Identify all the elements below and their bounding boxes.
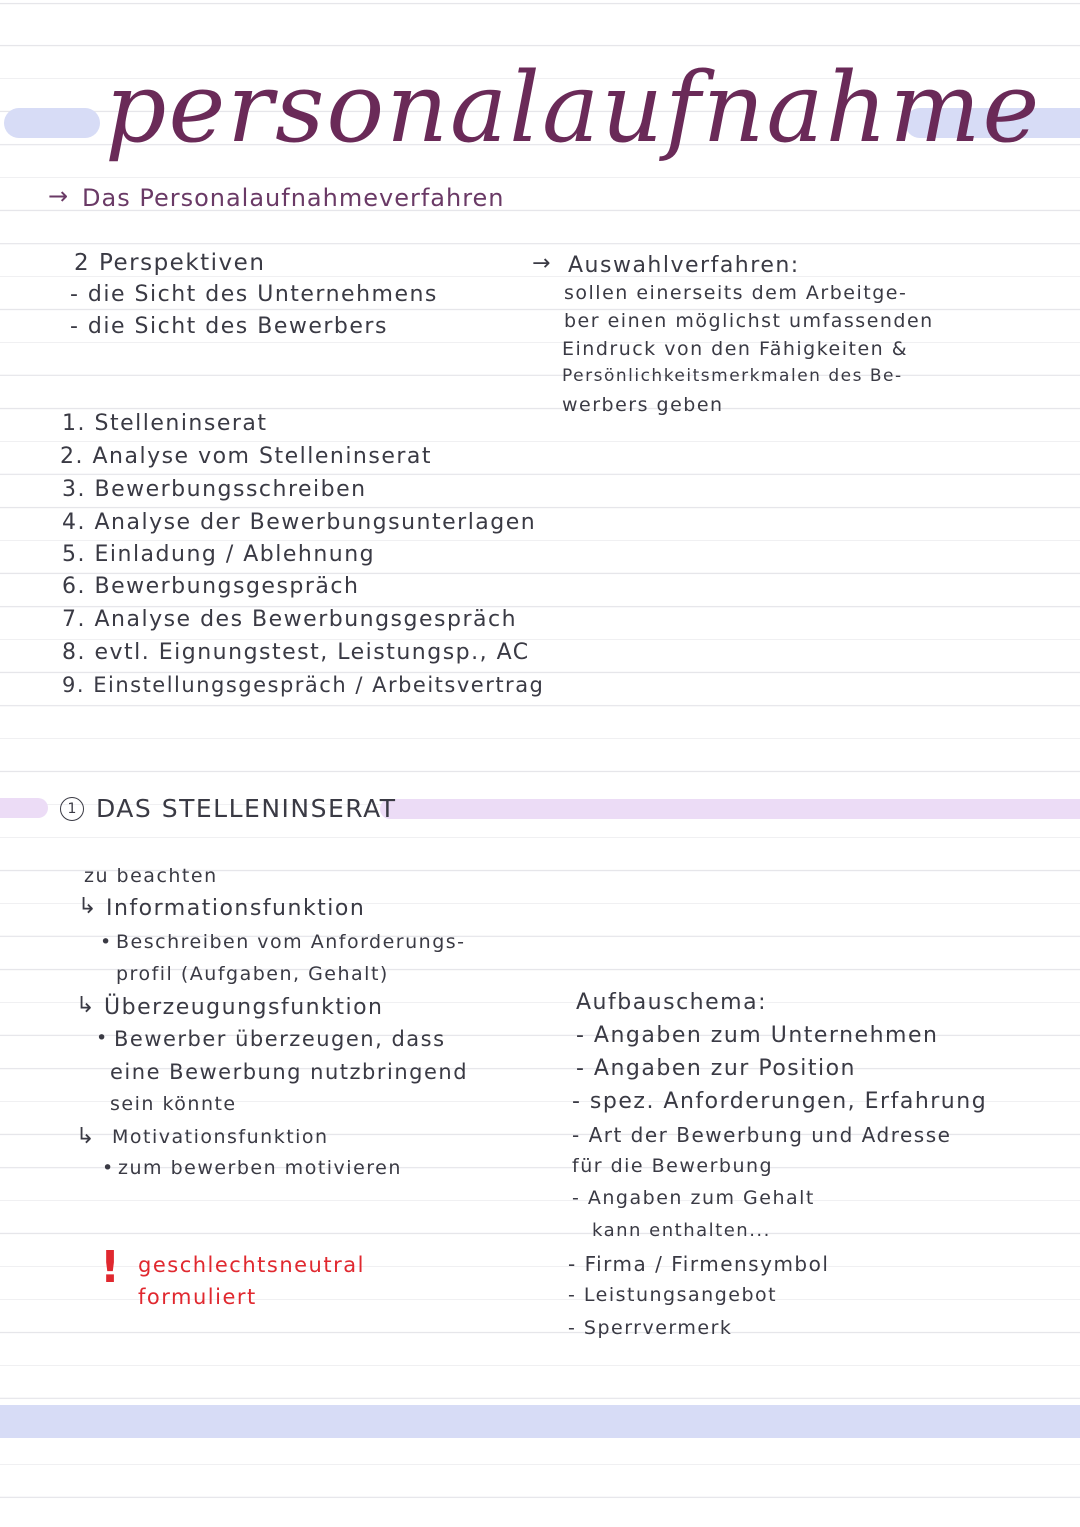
step-item: 5. Einladung / Ablehnung — [62, 542, 376, 567]
step-item: 6. Bewerbungsgespräch — [62, 574, 360, 599]
zu-beachten-heading: zu beachten — [84, 865, 218, 887]
auswahl-line: sollen einerseits dem Arbeitge- — [564, 282, 908, 304]
function-text: Bewerber überzeugen, dass — [114, 1027, 446, 1051]
function-text: zum bewerben motivieren — [118, 1157, 402, 1179]
warning-text: formuliert — [138, 1285, 257, 1309]
auswahl-line: Persönlichkeitsmerkmalen des Be- — [562, 366, 903, 386]
step-item: 2. Analyse vom Stelleninserat — [60, 444, 433, 469]
function-informationsfunktion: Informationsfunktion — [106, 896, 366, 921]
bullet: • — [102, 1157, 115, 1179]
step-item: 4. Analyse der Bewerbungsunterlagen — [62, 510, 537, 535]
hook-arrow: ↳ — [76, 1124, 96, 1149]
aufbau-item: - Angaben zum Gehalt — [572, 1187, 815, 1209]
perspective-item: - die Sicht des Bewerbers — [70, 314, 388, 339]
aufbau-optional-item: - Firma / Firmensymbol — [568, 1252, 830, 1276]
bullet: • — [100, 931, 113, 953]
aufbau-item: - spez. Anforderungen, Erfahrung — [572, 1089, 988, 1114]
function-motivationsfunktion: Motivationsfunktion — [112, 1126, 329, 1148]
perspective-item: - die Sicht des Unternehmens — [70, 282, 438, 307]
subtitle-arrow: → — [48, 182, 70, 210]
title-highlight-left — [4, 108, 100, 138]
warning-mark: ! — [100, 1242, 121, 1293]
section-number-circle: 1 — [60, 797, 84, 821]
aufbau-optional-item: - Leistungsangebot — [568, 1284, 778, 1306]
aufbau-optional-item: - Sperrvermerk — [568, 1317, 733, 1339]
subtitle: Das Personalaufnahmeverfahren — [82, 184, 505, 212]
aufbau-item: - Art der Bewerbung und Adresse — [572, 1123, 952, 1147]
step-item: 1. Stelleninserat — [62, 411, 268, 436]
aufbau-optional-heading: kann enthalten... — [592, 1220, 771, 1241]
warning-text: geschlechtsneutral — [138, 1253, 365, 1277]
auswahl-arrow: → — [532, 251, 552, 276]
hook-arrow: ↳ — [76, 993, 96, 1018]
function-text: profil (Aufgaben, Gehalt) — [116, 963, 389, 985]
function-text: Beschreiben vom Anforderungs- — [116, 931, 466, 953]
aufbau-item: - Angaben zur Position — [576, 1056, 856, 1081]
step-item: 8. evtl. Eignungstest, Leistungsp., AC — [62, 640, 530, 665]
auswahl-line: ber einen möglichst umfassenden — [564, 310, 934, 332]
function-text: sein könnte — [110, 1093, 237, 1115]
function-ueberzeugungsfunktion: Überzeugungsfunktion — [104, 995, 384, 1020]
section-title: DAS STELLENINSERAT — [96, 794, 397, 823]
section-highlight-left — [0, 798, 48, 818]
function-text: eine Bewerbung nutzbringend — [110, 1060, 469, 1084]
section-highlight-right — [380, 799, 1080, 819]
auswahl-line: werbers geben — [562, 394, 724, 416]
auswahl-heading: Auswahlverfahren: — [568, 253, 800, 278]
bottom-highlight — [0, 1405, 1080, 1438]
step-item: 3. Bewerbungsschreiben — [62, 477, 367, 502]
perspectives-heading: 2 Perspektiven — [74, 250, 266, 276]
hook-arrow: ↳ — [78, 894, 98, 919]
aufbau-heading: Aufbauschema: — [576, 990, 767, 1015]
aufbau-item: - Angaben zum Unternehmen — [576, 1023, 939, 1048]
page-title: personalaufnahme — [105, 52, 1042, 164]
aufbau-item: für die Bewerbung — [572, 1155, 774, 1177]
bullet: • — [96, 1027, 109, 1049]
step-item: 9. Einstellungsgespräch / Arbeitsvertrag — [62, 673, 545, 697]
auswahl-line: Eindruck von den Fähigkeiten & — [562, 338, 909, 360]
step-item: 7. Analyse des Bewerbungsgespräch — [62, 607, 518, 632]
